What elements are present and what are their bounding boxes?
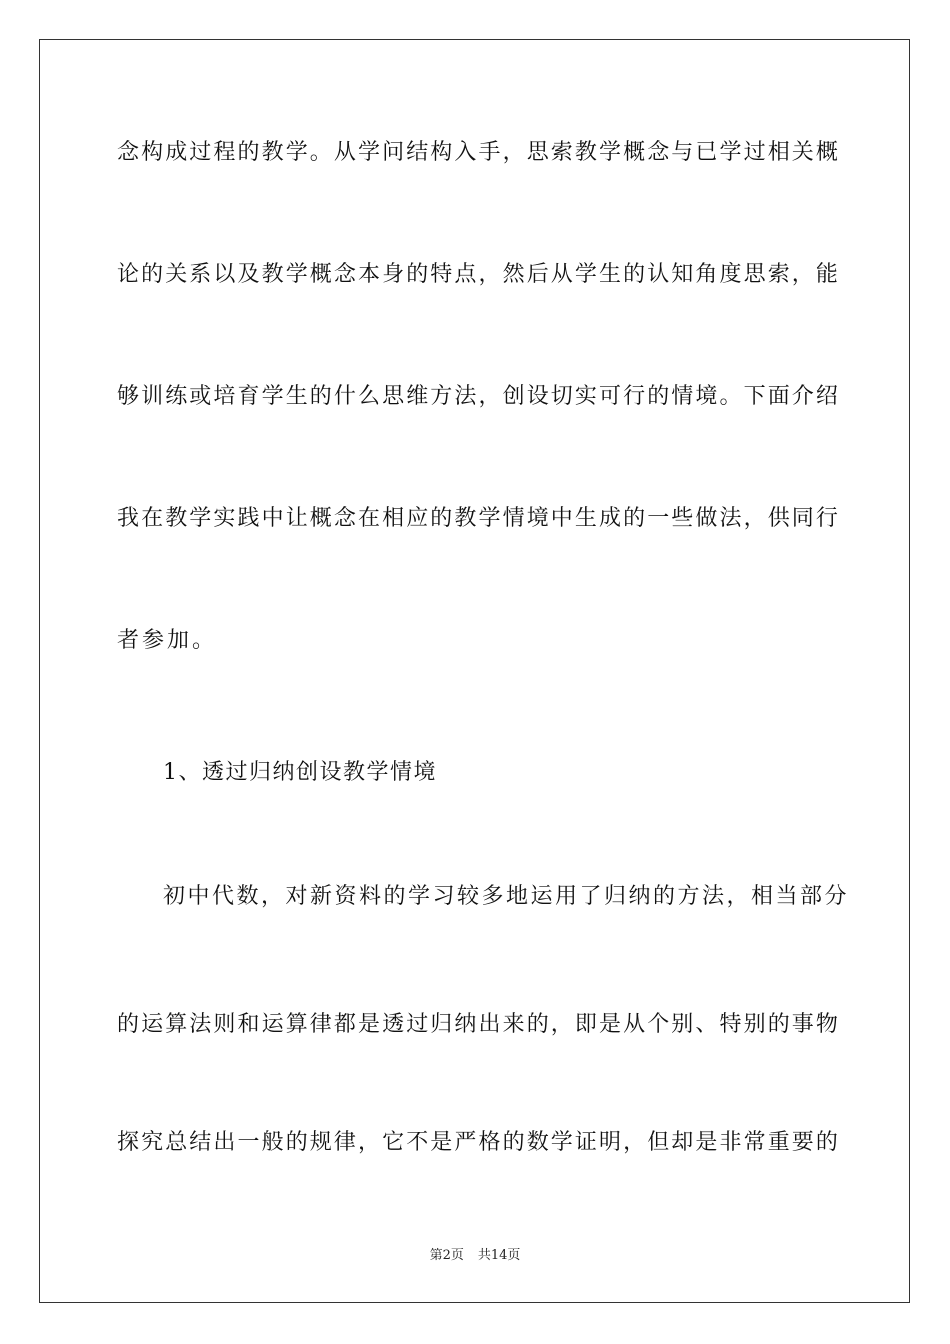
body-text-line: 我在教学实践中让概念在相应的教学情境中生成的一些做法，供同行	[117, 506, 841, 531]
body-text-line: 探究总结出一般的规律，它不是严格的数学证明，但却是非常重要的	[117, 1130, 841, 1155]
body-text-line: 的运算法则和运算律都是透过归纳出来的，即是从个别、特别的事物	[117, 1012, 841, 1037]
body-text-line: 论的关系以及教学概念本身的特点，然后从学生的认知角度思索，能	[117, 262, 841, 287]
page-border	[39, 39, 910, 1303]
body-text-line: 者参加。	[117, 628, 218, 653]
total-pages: 共14页	[477, 1248, 521, 1263]
page-number: 第2页	[429, 1248, 464, 1263]
section-heading: 1、透过归纳创设教学情境	[163, 760, 437, 785]
body-text-line: 念构成过程的教学。从学问结构入手，思索教学概念与已学过相关概	[117, 140, 841, 165]
body-text-line: 初中代数，对新资料的学习较多地运用了归纳的方法，相当部分	[163, 884, 850, 909]
body-text-line: 够训练或培育学生的什么思维方法，创设切实可行的情境。下面介绍	[117, 384, 841, 409]
page-footer	[0, 1247, 950, 1265]
